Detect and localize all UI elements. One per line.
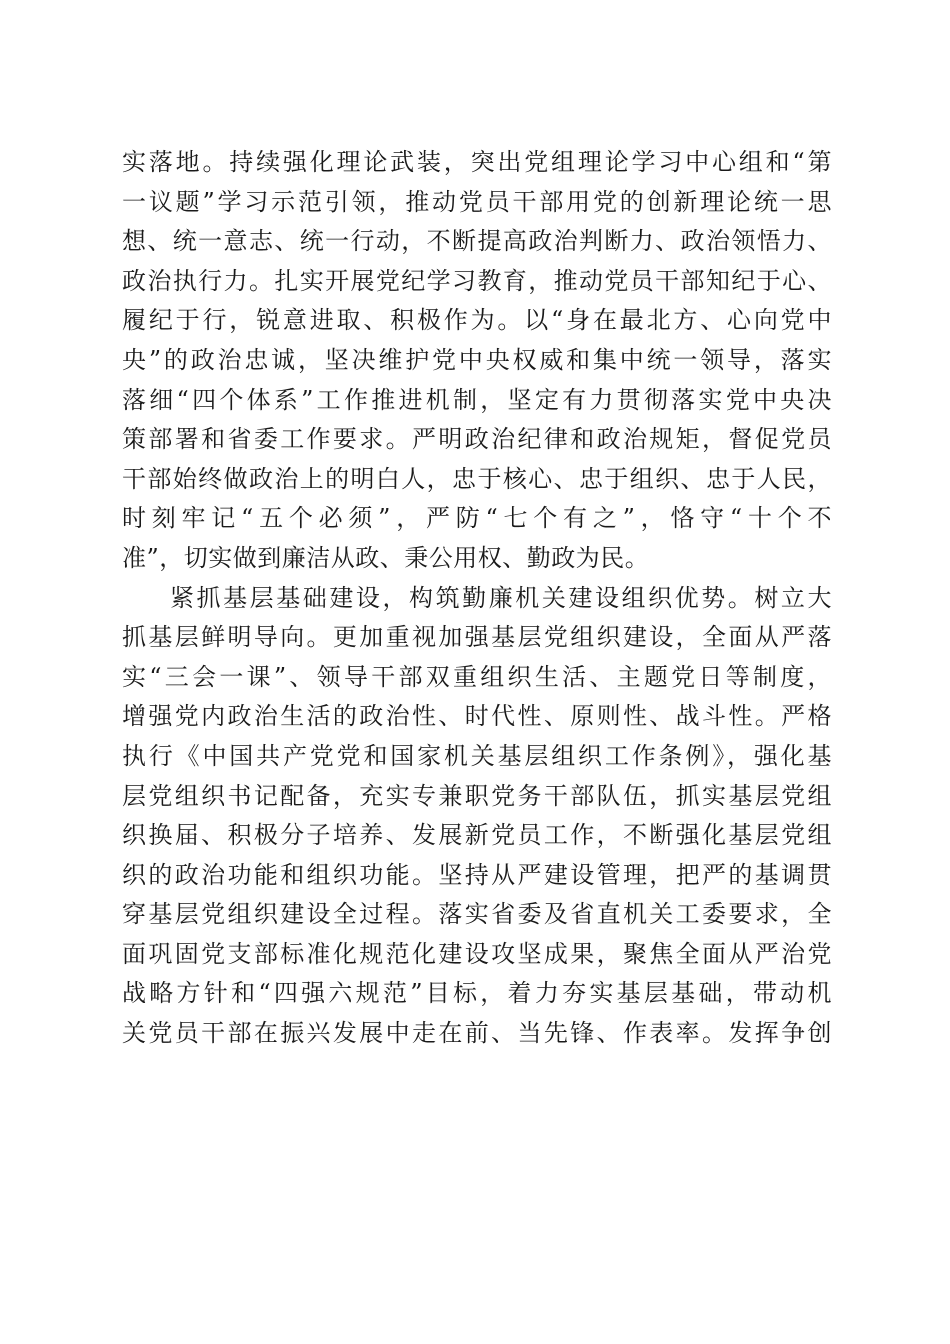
- text-line: 执行《中国共产党党和国家机关基层组织工作条例》，强化基: [122, 741, 832, 770]
- text-line: 实“三会一课”、领导干部双重组织生活、主题党日等制度，: [122, 662, 832, 691]
- text-line: 履纪于行，锐意进取、积极作为。以“身在最北方、心向党中: [122, 306, 832, 335]
- text-line: 干部始终做政治上的明白人，忠于核心、忠于组织、忠于人民，: [122, 464, 832, 493]
- text-line: 央”的政治忠诚，坚决维护党中央权威和集中统一领导，落实: [122, 345, 832, 374]
- text-line: 抓基层鲜明导向。更加重视加强基层党组织建设，全面从严落: [122, 623, 832, 652]
- text-line: 想、统一意志、统一行动，不断提高政治判断力、政治领悟力、: [122, 227, 832, 256]
- body-text: [122, 143, 832, 1054]
- text-line: 策部署和省委工作要求。严明政治纪律和政治规矩，督促党员: [122, 425, 832, 454]
- text-line: 面巩固党支部标准化规范化建设攻坚成果，聚焦全面从严治党: [122, 939, 832, 968]
- paragraph-start-line: 紧抓基层基础建设，构筑勤廉机关建设组织优势。树立大: [170, 583, 832, 612]
- text-line: 织换届、积极分子培养、发展新党员工作，不断强化基层党组: [122, 821, 832, 850]
- text-line: 政治执行力。扎实开展党纪学习教育，推动党员干部知纪于心、: [122, 266, 832, 295]
- text-line: 一议题”学习示范引领，推动党员干部用党的创新理论统一思: [122, 187, 832, 216]
- paragraph-end-line: 准”，切实做到廉洁从政、秉公用权、勤政为民。: [122, 543, 650, 572]
- text-line: 层党组织书记配备，充实专兼职党务干部队伍，抓实基层党组: [122, 781, 832, 810]
- text-line: 关党员干部在振兴发展中走在前、当先锋、作表率。发挥争创: [122, 1019, 832, 1048]
- text-line: 时刻牢记“五个必须”，严防“七个有之”，恪守“十个不: [122, 504, 832, 533]
- text-line: 战略方针和“四强六规范”目标，着力夯实基层基础，带动机: [122, 979, 832, 1008]
- text-line: 落细“四个体系”工作推进机制，坚定有力贯彻落实党中央决: [122, 385, 832, 414]
- text-line: 实落地。持续强化理论武装，突出党组理论学习中心组和“第: [122, 148, 832, 176]
- text-line: 增强党内政治生活的政治性、时代性、原则性、战斗性。严格: [122, 702, 832, 731]
- text-line: 穿基层党组织建设全过程。落实省委及省直机关工委要求，全: [122, 900, 832, 929]
- text-line: 织的政治功能和组织功能。坚持从严建设管理，把严的基调贯: [122, 860, 832, 889]
